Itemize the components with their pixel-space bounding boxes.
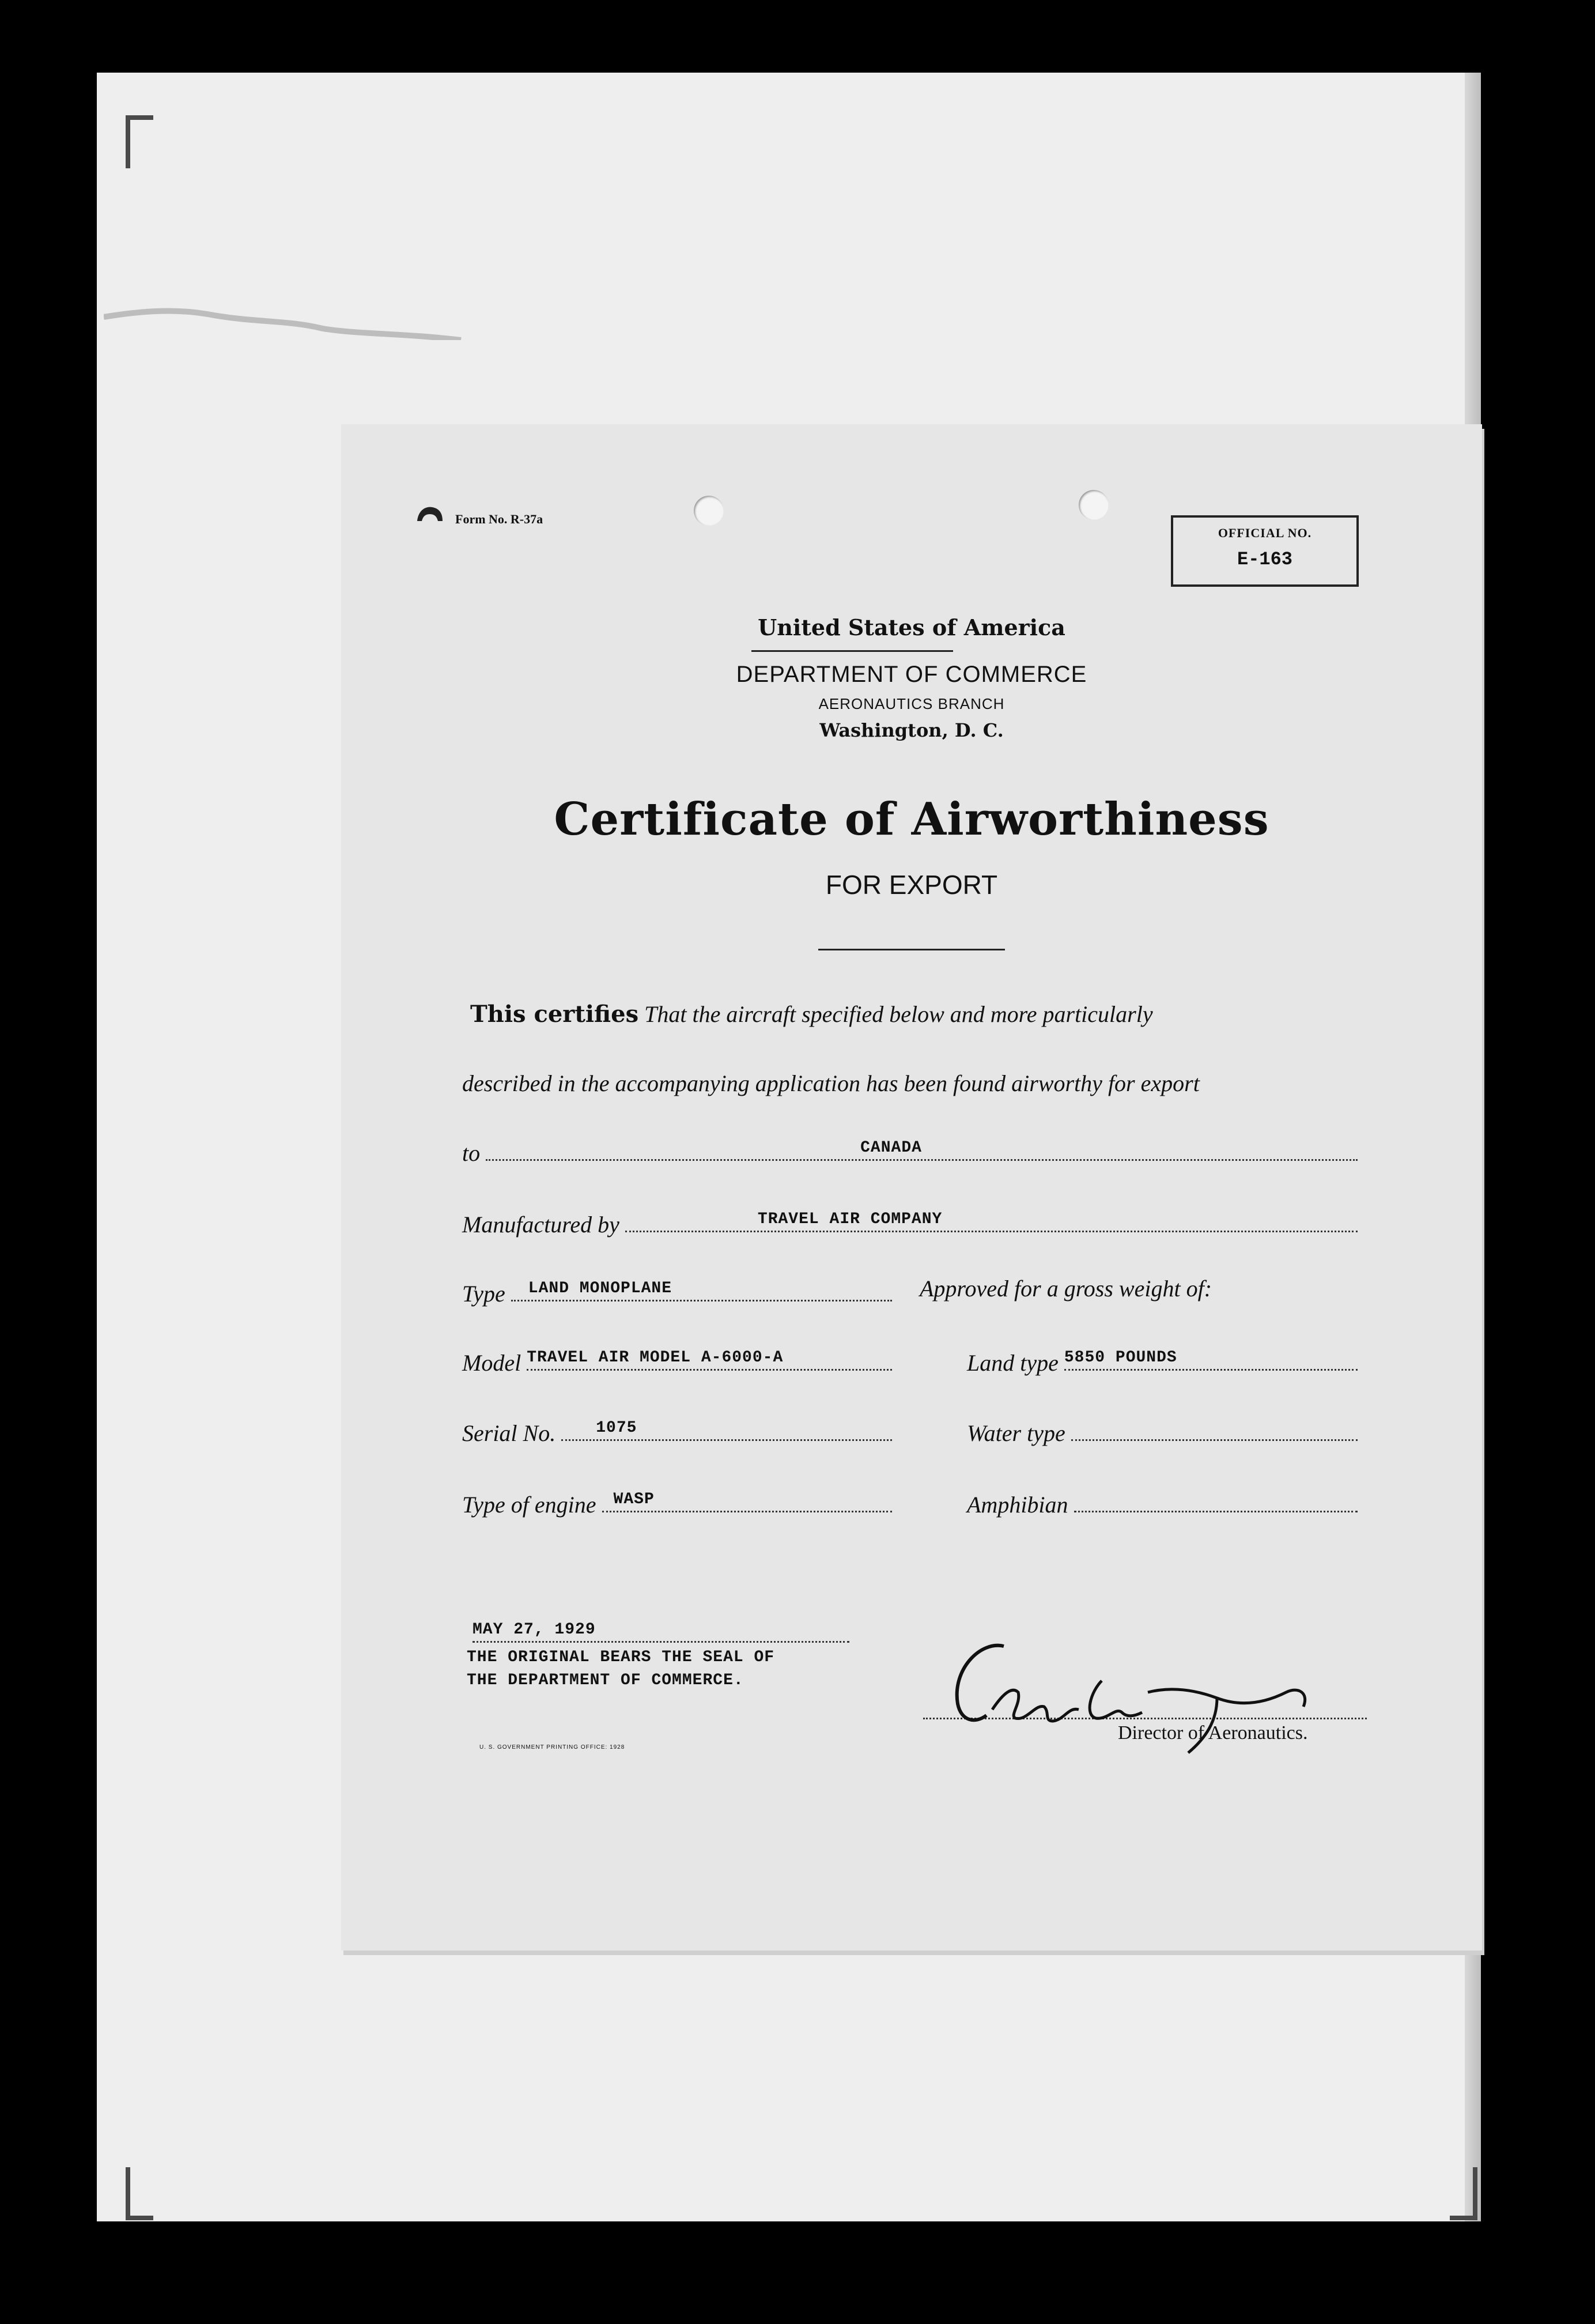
stamp-mark-icon bbox=[415, 504, 445, 525]
official-number-label: OFFICIAL NO. bbox=[1218, 526, 1312, 540]
field-label: Land type bbox=[967, 1350, 1059, 1376]
field-label: to bbox=[462, 1140, 481, 1166]
paper-streak bbox=[104, 300, 496, 340]
serial-number-field bbox=[462, 1414, 892, 1447]
field-label: Type bbox=[462, 1281, 505, 1307]
field-line bbox=[473, 1621, 849, 1643]
field-value: 1075 bbox=[596, 1419, 637, 1437]
field-line bbox=[561, 1419, 892, 1441]
export-destination-field bbox=[462, 1134, 1358, 1167]
punch-hole-left bbox=[694, 496, 724, 526]
divider bbox=[818, 949, 1005, 950]
field-value: TRAVEL AIR MODEL A-6000-A bbox=[527, 1349, 784, 1367]
department-heading: DEPARTMENT OF COMMERCE bbox=[736, 662, 1087, 687]
field-label: Serial No. bbox=[462, 1420, 556, 1446]
country-heading: United States of America bbox=[758, 614, 1065, 640]
engine-type-field bbox=[462, 1486, 892, 1518]
field-line bbox=[1071, 1433, 1358, 1441]
field-line bbox=[486, 1139, 1358, 1161]
water-type-field bbox=[967, 1414, 1358, 1447]
official-number-box bbox=[1171, 515, 1359, 587]
field-line bbox=[527, 1349, 892, 1371]
crop-mark-top-left bbox=[126, 115, 153, 168]
crop-mark-bottom-left bbox=[126, 2167, 153, 2220]
seal-note-line-1: THE ORIGINAL BEARS THE SEAL OF bbox=[467, 1648, 775, 1666]
statement-line-2: described in the accompanying application has been found airworthy for export bbox=[462, 1070, 1200, 1096]
statement-line-1 bbox=[470, 1001, 1153, 1028]
type-field bbox=[462, 1275, 892, 1307]
amphibian-field bbox=[967, 1486, 1358, 1518]
divider bbox=[751, 650, 953, 652]
statement-text-1: That the aircraft specified below and more particularly bbox=[644, 1001, 1153, 1027]
field-value: CANADA bbox=[860, 1139, 922, 1157]
field-line bbox=[1064, 1349, 1358, 1371]
manufacturer-field bbox=[462, 1206, 1358, 1238]
branch-heading: AERONAUTICS BRANCH bbox=[818, 695, 1005, 712]
land-type-field bbox=[967, 1344, 1358, 1376]
field-value: TRAVEL AIR COMPANY bbox=[757, 1210, 943, 1228]
certificate-sheet bbox=[341, 424, 1482, 1950]
field-label: Type of engine bbox=[462, 1492, 596, 1518]
field-value: WASP bbox=[613, 1491, 655, 1508]
field-label: Manufactured by bbox=[462, 1212, 619, 1238]
field-line bbox=[511, 1280, 892, 1301]
field-label: Model bbox=[462, 1350, 521, 1376]
field-line bbox=[625, 1210, 1358, 1232]
gross-weight-heading: Approved for a gross weight of: bbox=[920, 1276, 1212, 1301]
field-label: Amphibian bbox=[967, 1492, 1068, 1518]
field-value: LAND MONOPLANE bbox=[528, 1280, 672, 1297]
location-heading: Washington, D. C. bbox=[819, 719, 1004, 741]
form-number: Form No. R-37a bbox=[455, 512, 543, 526]
date-field bbox=[467, 1616, 849, 1648]
statement-lead: This certifies bbox=[470, 1001, 639, 1028]
model-field bbox=[462, 1344, 892, 1376]
certificate-subtitle: FOR EXPORT bbox=[825, 870, 998, 900]
field-value: 5850 POUNDS bbox=[1064, 1349, 1177, 1367]
signer-title: Director of Aeronautics. bbox=[1118, 1722, 1308, 1744]
crop-mark-bottom-right bbox=[1450, 2167, 1477, 2220]
certificate-title: Certificate of Airworthiness bbox=[554, 793, 1269, 846]
field-label: Water type bbox=[967, 1420, 1065, 1446]
printer-imprint: U. S. GOVERNMENT PRINTING OFFICE: 1928 bbox=[479, 1744, 625, 1750]
field-line bbox=[1074, 1505, 1358, 1512]
punch-hole-right bbox=[1079, 490, 1109, 520]
official-number-value: E-163 bbox=[1237, 549, 1292, 570]
field-line bbox=[602, 1491, 892, 1512]
seal-note-line-2: THE DEPARTMENT OF COMMERCE. bbox=[467, 1672, 744, 1689]
field-value: MAY 27, 1929 bbox=[473, 1621, 596, 1639]
